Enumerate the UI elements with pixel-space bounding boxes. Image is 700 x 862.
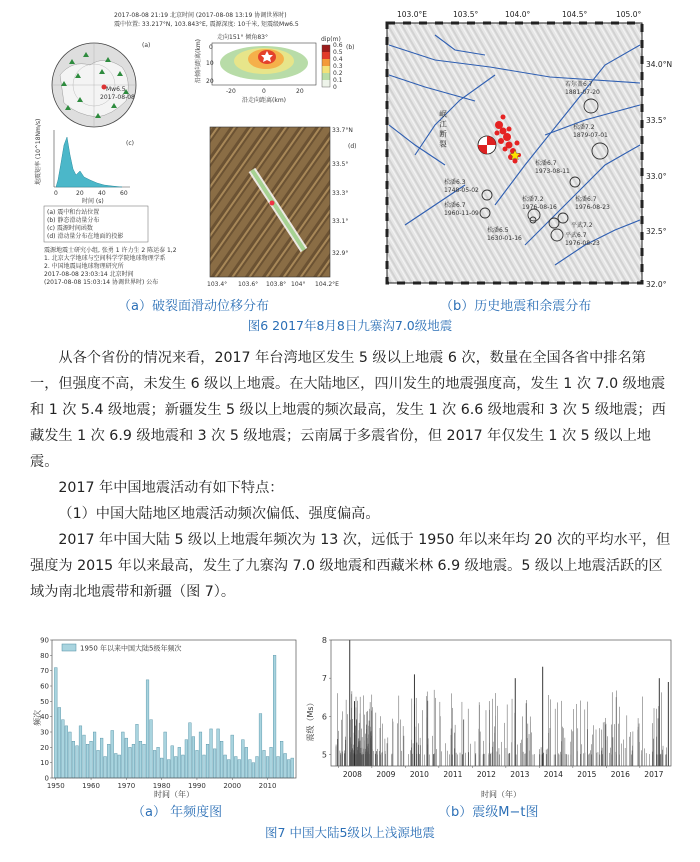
fig6-panel-b <box>375 5 693 290</box>
freq-bar <box>65 726 68 778</box>
slip-colorbar <box>321 36 343 91</box>
bar-xtick-label: 2000 <box>223 782 242 790</box>
event-4-name: 松潘6.7 <box>444 202 466 209</box>
freq-bar <box>150 720 153 778</box>
credit-line1: 震源地震士研究小组, 张勇 1 许力生 2 陈运泰 1,2 <box>44 247 177 254</box>
lat-tick-3: 32.5° <box>646 227 667 236</box>
event-7-name: 平武6.7 <box>565 232 587 239</box>
freq-bar <box>217 729 220 778</box>
credit-line2: 1. 北京大学地球与空间科学学院地球物理学系 <box>44 255 166 262</box>
fig6a-header-line1: 2017-08-08 21:19 北京时间 (2017-08-08 13:19 协调世界时) <box>114 12 287 19</box>
mt-ytick-label: 6 <box>321 712 327 722</box>
freq-bar <box>178 747 181 778</box>
proj-lat-2: 33.3° <box>332 190 349 197</box>
freq-bar <box>174 757 177 778</box>
fig7-caption-a: （a） 年频度图 <box>132 805 223 820</box>
proj-lat-4: 32.9° <box>332 250 349 257</box>
body-text <box>30 345 672 605</box>
fig6-caption-b: （b）历史地震和余震分布 <box>440 299 592 314</box>
freq-bar <box>164 732 167 778</box>
fig7-panel-a <box>28 630 298 800</box>
freq-bar <box>277 757 280 778</box>
mt-xtick-label: 2016 <box>610 770 630 779</box>
freq-bar <box>129 747 132 778</box>
slip-ylabel: 沿倾向距离(km) <box>195 38 202 83</box>
proj-lon-1: 103.6° <box>238 281 259 288</box>
bar-ytick-label: 60 <box>40 682 49 691</box>
freq-bar <box>224 755 227 778</box>
paragraph-1: 从各个省份的情况来看，2017 年台湾地区发生 5 级以上地震 6 次，数量在全国各省中排名第一，但强度不高，未发生 6 级以上地震。在大陆地区，四川发生的地震强度高，发生 1 次 7.0 级地震和 1 次 5.4 级地震；新疆发生 5 级以上地震的频次最高，发生 1 次 6.6 级地震和 3 次 5 级地震；西藏发生 1 次 6.9 级地震和 3 次 5 级地震；云南属于多震省份，但 2017 年仅发生 1 次 5 级以上地震。 <box>30 350 666 470</box>
cb-tick-1: 0.5 <box>333 49 343 56</box>
fig7-panel-b <box>305 630 675 800</box>
bar-xtick-label: 1960 <box>82 782 100 790</box>
focal-mechanism-icon <box>478 136 496 154</box>
stf-xtick-0: 0 <box>54 190 58 197</box>
bar-ytick-label: 10 <box>40 759 49 768</box>
freq-bar <box>287 760 290 778</box>
credit-line5: (2017-08-08 15:03:14 协调世界时) 公布 <box>44 279 159 286</box>
proj-lat-0: 33.7°N <box>332 127 353 134</box>
event-0-name: 若尔盖6.7 <box>565 81 593 88</box>
freq-bar <box>58 707 61 778</box>
freq-bar <box>249 760 252 778</box>
freq-bar <box>97 750 100 778</box>
freq-bar <box>192 737 195 778</box>
mt-ytick-label: 5 <box>321 750 327 760</box>
bar-xtick-label: 2010 <box>258 782 277 790</box>
freq-bar <box>241 740 244 778</box>
bar-xtick-label: 1980 <box>152 782 171 790</box>
freq-bar <box>157 747 160 778</box>
event-9-date: 1630-01-16 <box>487 235 522 242</box>
lat-tick-1: 33.5° <box>646 116 667 125</box>
freq-bar <box>245 747 248 778</box>
freq-bar <box>280 741 283 778</box>
slip-xlabel: 沿走向距离(km) <box>242 97 287 104</box>
mt-xtick-label: 2011 <box>443 770 463 779</box>
paragraph-3: （1）中国大陆地区地震活动频次偏低、强度偏高。 <box>58 506 380 522</box>
bar-xtick-label: 1970 <box>117 782 136 790</box>
freq-bar <box>259 714 262 778</box>
freq-bar <box>160 758 163 778</box>
freq-bar <box>185 740 188 778</box>
paragraph-4: 2017 年中国大陆 5 级以上地震年频次为 13 次，远低于 1950 年以来年均 20 次的平均水平，但强度为 2015 年以来最高，发生了九寨沟 7.0 级地震和西藏米林 6.9 级地震。5 级以上地震活跃的区域为南北地震带和新疆（图 7）。 <box>30 532 671 600</box>
event-7-date: 1976-08-23 <box>565 240 600 247</box>
proj-lat-3: 33.1° <box>332 218 349 225</box>
legend-item-b: (b) 静态滑动量分布 <box>47 217 100 224</box>
freq-bar <box>143 744 146 778</box>
freq-bar <box>266 757 269 778</box>
freq-bar <box>252 763 255 778</box>
freq-bar <box>206 744 209 778</box>
freq-bar <box>104 757 107 778</box>
mt-xtick-label: 2017 <box>644 770 664 779</box>
lon-tick-0: 103.0°E <box>397 10 427 19</box>
bar-ytick-label: 80 <box>40 651 49 660</box>
station-globe-map <box>52 43 136 127</box>
slip-ytick-2: 20 <box>206 78 214 85</box>
bar-ytick-label: 20 <box>40 743 49 752</box>
bar-ytick-label: 50 <box>40 697 49 706</box>
freq-bar <box>121 732 124 778</box>
slip-xtick-1: 0 <box>262 88 266 95</box>
stf-xtick-3: 60 <box>120 190 128 197</box>
fig6a-letter-c: (c) <box>126 140 134 147</box>
cb-tick-5: 0.1 <box>333 77 343 84</box>
mt-xtick-label: 2009 <box>376 770 396 779</box>
fig6a-legend <box>44 206 148 242</box>
cb-tick-2: 0.4 <box>333 56 343 63</box>
proj-lon-2: 103.8° <box>266 281 287 288</box>
proj-lon-0: 103.4° <box>207 281 228 288</box>
freq-bar <box>213 749 216 778</box>
freq-bar <box>284 753 287 778</box>
event-3-date: 1748-05-02 <box>444 187 479 194</box>
slip-xtick-0: -20 <box>226 88 236 95</box>
proj-lat-1: 33.5° <box>332 161 349 168</box>
bar-legend-swatch <box>62 644 76 651</box>
paragraph-2: 2017 年中国地震活动有如下特点： <box>58 480 284 496</box>
mt-ylabel: 震级（Ms） <box>306 698 315 742</box>
bar-legend <box>62 644 182 653</box>
bar-ylabel: 频次 <box>33 710 42 726</box>
mt-xtick-label: 2013 <box>510 770 530 779</box>
event-0-date: 1881-07-20 <box>565 89 600 96</box>
event-3-name: 松潘6.3 <box>444 179 466 186</box>
fig6a-header-line2: 震中位置: 33.217°N, 103.843°E, 震源深度: 10千米, 矩震级Mw6.5 <box>114 21 299 28</box>
stf-xtick-2: 40 <box>98 190 106 197</box>
bar-ytick-label: 70 <box>40 667 49 676</box>
freq-bar <box>181 755 184 778</box>
mt-xtick-label: 2012 <box>476 770 496 779</box>
event-2-name: 松潘6.7 <box>535 160 557 167</box>
freq-bar <box>234 757 237 778</box>
bar-ytick-label: 90 <box>40 636 49 645</box>
event-6-date: 1976-08-23 <box>575 204 610 211</box>
lon-tick-1: 103.5° <box>453 10 479 19</box>
freq-bar <box>100 738 103 778</box>
event-4-date: 1960-11-09 <box>444 210 479 217</box>
fig7-title: 图7 中国大陆5级以上浅源地震 <box>265 825 435 840</box>
source-time-function-plot <box>34 119 134 205</box>
mt-xtick-label: 2014 <box>543 770 563 779</box>
freq-bar <box>273 655 276 778</box>
freq-bar <box>203 755 206 778</box>
freq-bar <box>61 720 64 778</box>
colorbar-label: dip(m) <box>321 36 341 43</box>
lon-tick-4: 105.0° <box>616 10 642 19</box>
freq-bar <box>146 680 149 778</box>
proj-lon-4: 104.2°E <box>315 281 339 288</box>
globe-mw-label: Mw6.5 <box>106 86 126 93</box>
event-8-name: 平武7.2 <box>571 222 593 229</box>
freq-bar <box>220 741 223 778</box>
mt-ytick-label: 7 <box>321 674 327 684</box>
bar-ytick-label: 0 <box>44 774 49 783</box>
fault-label: 岷 江 断 裂 <box>438 110 448 148</box>
fig6-caption-a: （a）破裂面滑动位移分布 <box>118 299 269 314</box>
event-2-date: 1973-08-11 <box>535 168 570 175</box>
credit-line3: 2. 中国地震局地球物理研究所 <box>44 263 124 270</box>
mt-xtick-label: 2010 <box>409 770 429 779</box>
cb-tick-0: 0.6 <box>333 42 343 49</box>
freq-bar <box>263 750 266 778</box>
freq-bar <box>189 723 192 778</box>
freq-bar <box>136 724 139 778</box>
cb-tick-3: 0.3 <box>333 63 343 70</box>
slip-xtick-2: 20 <box>296 88 304 95</box>
legend-item-a: (a) 震中和台站位置 <box>47 209 100 216</box>
freq-bar <box>238 760 241 778</box>
fig6a-letter-a: (a) <box>142 42 151 49</box>
lon-tick-2: 104.0° <box>505 10 531 19</box>
stf-ylabel: 地震矩率 (10^18Nm/s) <box>35 118 42 185</box>
stf-xlabel: 时间 (s) <box>82 198 104 205</box>
freq-bar <box>107 744 110 778</box>
cb-tick-4: 0.2 <box>333 70 343 77</box>
freq-bar <box>256 757 259 778</box>
slip-ground-projection <box>207 127 357 288</box>
mt-plot-frame <box>331 640 671 766</box>
credit-line4: 2017-08-08 23:03:14 北京时间 <box>44 271 134 278</box>
lat-tick-0: 34.0°N <box>646 60 673 69</box>
freq-bar <box>199 732 202 778</box>
lon-tick-3: 104.5° <box>562 10 588 19</box>
freq-bar <box>210 729 213 778</box>
lat-tick-4: 32.0° <box>646 280 667 289</box>
proj-lon-3: 104° <box>291 281 306 288</box>
mt-xtick-label: 2015 <box>577 770 597 779</box>
freq-bar <box>72 741 75 778</box>
mt-xlabel: 时间（年） <box>481 790 521 799</box>
freq-bar <box>196 750 199 778</box>
freq-bar <box>139 741 142 778</box>
slip-ytick-1: 10 <box>206 60 214 67</box>
freq-bar <box>86 744 89 778</box>
legend-item-d: (d) 滑动量分布在地面的投影 <box>47 233 124 240</box>
event-5-name: 松潘7.2 <box>522 196 544 203</box>
bar-xtick-label: 1950 <box>46 782 65 790</box>
freq-bar <box>270 747 273 778</box>
bar-legend-text: 1950 年以来中国大陆5级年频次 <box>80 644 182 653</box>
fig7-caption-b: （b）震级M−t图 <box>438 805 539 820</box>
fig6-title: 图6 2017年8月8日九寨沟7.0级地震 <box>247 318 453 333</box>
fig6a-letter-b: (b) <box>346 44 355 51</box>
bar-xlabel: 时间（年） <box>154 790 194 799</box>
freq-bar <box>83 735 86 778</box>
bar-ytick-label: 30 <box>40 728 49 737</box>
mt-xtick-label: 2008 <box>342 770 362 779</box>
event-5-date: 1976-08-16 <box>522 204 557 211</box>
slip-distribution-plot <box>194 33 355 104</box>
fig6a-letter-d: (d) <box>348 143 357 150</box>
freq-bar <box>132 744 135 778</box>
cb-tick-6: 0 <box>333 84 337 91</box>
freq-bar <box>153 750 156 778</box>
event-1-name: 松潘7.2 <box>573 124 595 131</box>
freq-bar <box>231 735 234 778</box>
freq-bar <box>171 746 174 778</box>
bar-xtick-label: 1990 <box>188 782 206 790</box>
legend-item-c: (c) 震源时间函数 <box>47 225 93 232</box>
freq-bar <box>54 668 57 778</box>
freq-bar <box>79 726 82 778</box>
lat-tick-2: 33.0° <box>646 172 667 181</box>
freq-bar <box>114 753 117 778</box>
fig6-panel-a <box>35 5 370 290</box>
freq-bar <box>227 760 230 778</box>
event-9-name: 松潘6.5 <box>487 227 509 234</box>
globe-date-label: 2017-08-08 <box>100 94 135 101</box>
slip-title: 走向151° 倾角83° <box>217 34 268 41</box>
bar-ytick-label: 40 <box>40 713 49 722</box>
mt-ytick-label: 8 <box>321 636 327 645</box>
stf-xtick-1: 20 <box>76 190 84 197</box>
freq-bar <box>69 732 72 778</box>
freq-bar <box>93 732 96 778</box>
event-1-date: 1879-07-01 <box>573 132 608 139</box>
slip-ytick-0: 0 <box>209 44 213 51</box>
freq-bar <box>125 738 128 778</box>
freq-bar <box>291 758 294 778</box>
freq-bar <box>90 741 93 778</box>
freq-bar <box>111 730 114 778</box>
freq-bar <box>167 760 170 778</box>
event-6-name: 松潘6.7 <box>575 196 597 203</box>
freq-bar <box>76 746 79 778</box>
fig6a-credits <box>44 246 177 286</box>
freq-bar <box>118 755 121 778</box>
